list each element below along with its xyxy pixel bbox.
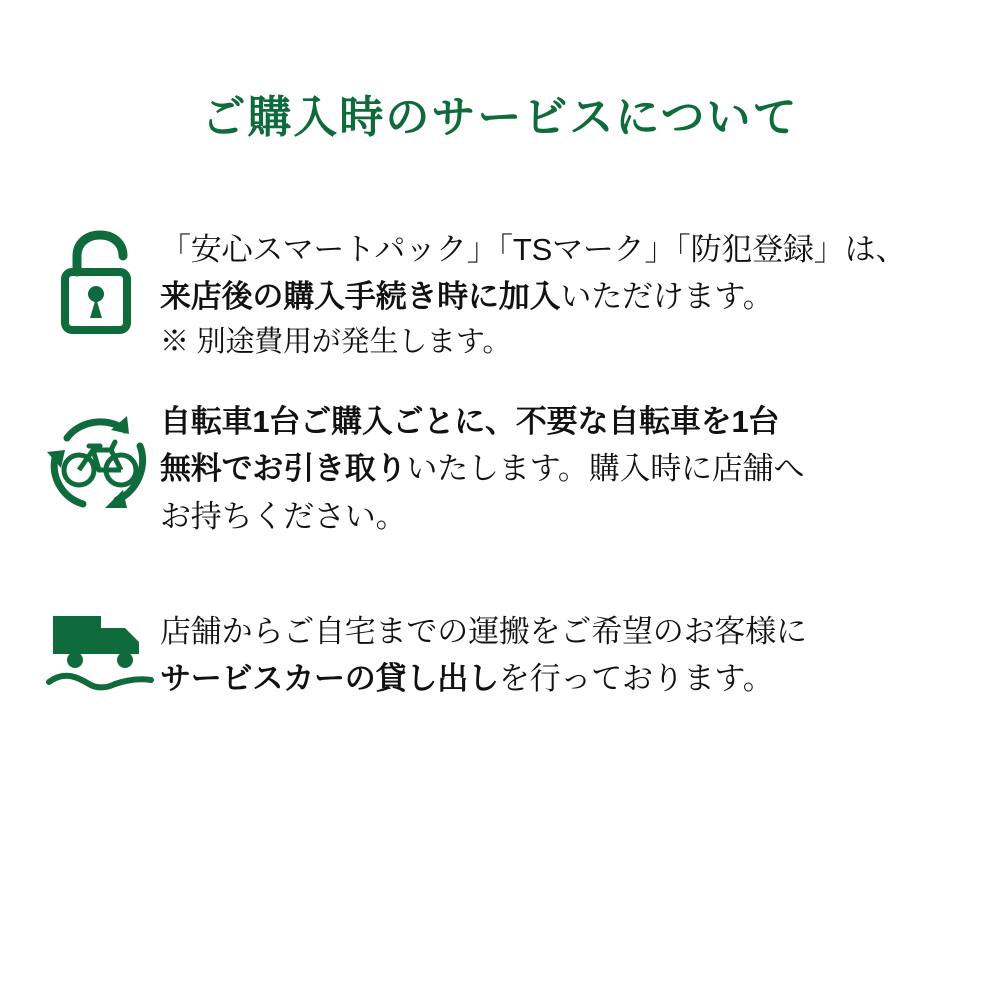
text-line-2-tail: を行っております。 xyxy=(498,660,774,696)
list-item-service-car xyxy=(40,594,960,702)
service-item-list xyxy=(40,226,960,728)
text-line-2 xyxy=(160,445,960,492)
text-line-1: 店舗からご自宅までの運搬をご希望のお客様に xyxy=(160,613,807,649)
item-text xyxy=(160,398,960,539)
bicycle-recycle-icon xyxy=(45,408,155,518)
icon-cell xyxy=(40,226,160,340)
list-item-smartpack xyxy=(40,226,960,364)
text-line-2-bold: サービスカーの貸し出し xyxy=(160,660,499,696)
list-item-bicycle-takeback xyxy=(40,398,960,539)
open-padlock-icon xyxy=(55,230,145,340)
item-text xyxy=(160,594,960,702)
delivery-truck-hand-icon xyxy=(45,608,155,700)
icon-cell xyxy=(40,594,160,700)
text-line-2 xyxy=(160,655,960,702)
text-line-3: お持ちください。 xyxy=(160,498,407,534)
text-line-3-note: ※ 別途費用が発生します。 xyxy=(160,326,512,359)
item-text xyxy=(160,226,960,364)
text-line-2-tail: いたします。購入時に店舗へ xyxy=(406,451,805,487)
text-line-1: 自転車1台ご購入ごとに、不要な自転車を1台 xyxy=(160,404,780,440)
text-line-2-bold: 来店後の購入手続き時に加入 xyxy=(160,279,561,315)
text-line-2-bold: 無料でお引き取り xyxy=(160,451,407,487)
text-line-2-tail: いただけます。 xyxy=(560,279,774,315)
text-line-1: 「安心スマートパック」「TSマーク」「防犯登録」は、 xyxy=(160,232,907,267)
text-line-2 xyxy=(160,273,960,320)
icon-cell xyxy=(40,398,160,518)
page-title: ご購入時のサービスについて xyxy=(201,93,799,142)
